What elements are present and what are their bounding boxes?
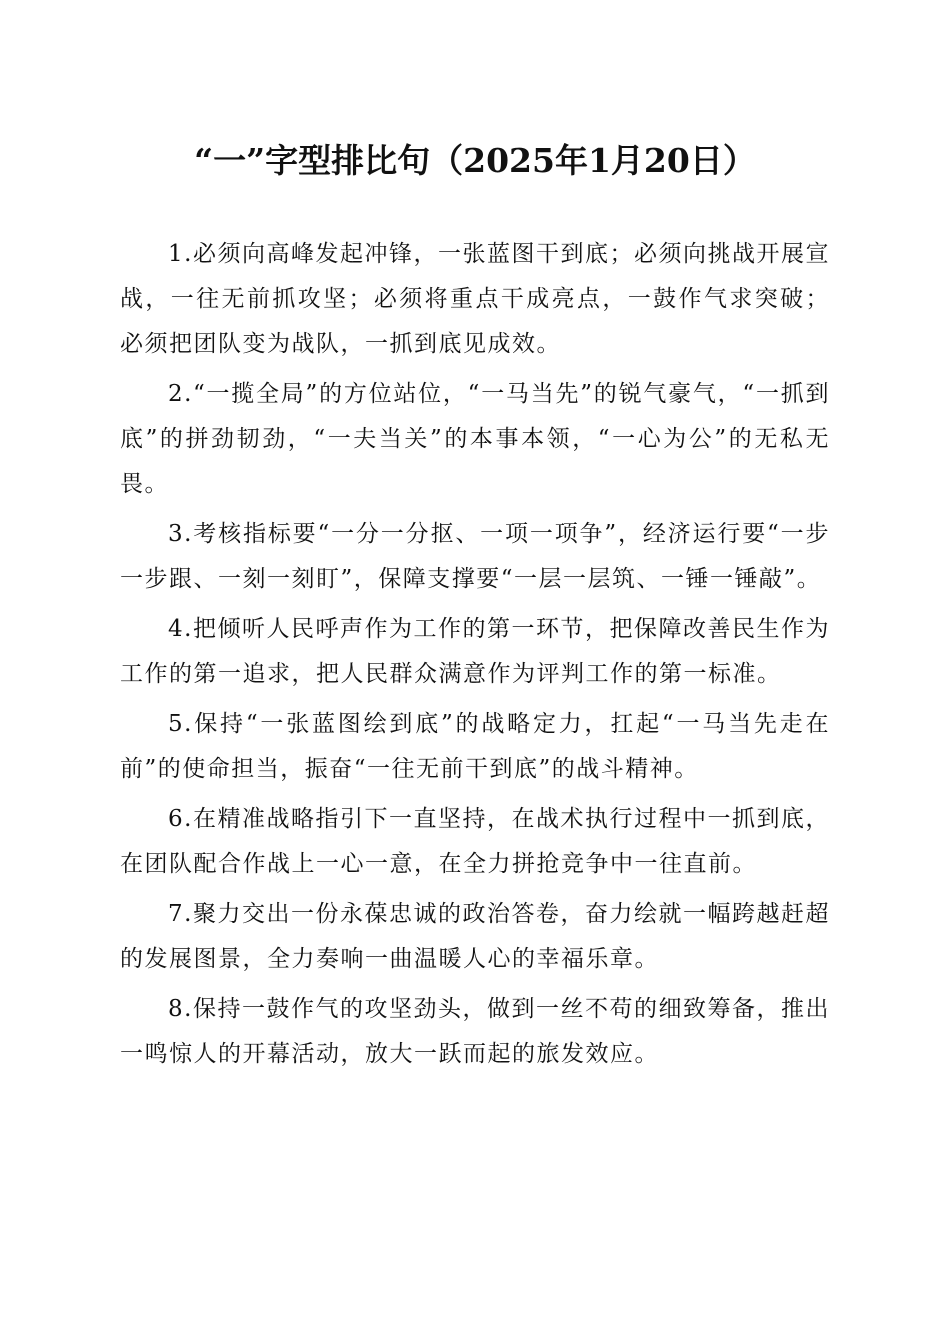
- paragraph-2: 2.“一揽全局”的方位站位，“一马当先”的锐气豪气，“一抓到底”的拼劲韧劲，“一夫当关”的本事本领，“一心为公”的无私无畏。: [120, 381, 830, 497]
- paragraph-7: 7.聚力交出一份永葆忠诚的政治答卷，奋力绘就一幅跨越赶超的发展图景，全力奏响一曲温暖人心的幸福乐章。: [120, 901, 830, 972]
- document-title: “一”字型排比句（2025年1月20日）: [194, 141, 756, 180]
- paragraph-8: 8.保持一鼓作气的攻坚劲头，做到一丝不苟的细致筹备，推出一鸣惊人的开幕活动，放大一跃而起的旅发效应。: [120, 996, 830, 1067]
- paragraph-1: 1.必须向高峰发起冲锋，一张蓝图干到底；必须向挑战开展宣战，一往无前抓攻坚；必须将重点干成亮点，一鼓作气求突破；必须把团队变为战队，一抓到底见成效。: [120, 241, 830, 357]
- paragraph-3: 3.考核指标要“一分一分抠、一项一项争”，经济运行要“一步一步跟、一刻一刻盯”，保障支撑要“一层一层筑、一锤一锤敲”。: [120, 521, 830, 592]
- paragraph-5: 5.保持“一张蓝图绘到底”的战略定力，扛起“一马当先走在前”的使命担当，振奋“一往无前干到底”的战斗精神。: [120, 711, 830, 782]
- paragraph-6: 6.在精准战略指引下一直坚持，在战术执行过程中一抓到底，在团队配合作战上一心一意，在全力拼抢竞争中一往直前。: [120, 806, 830, 877]
- paragraph-4: 4.把倾听人民呼声作为工作的第一环节，把保障改善民生作为工作的第一追求，把人民群众满意作为评判工作的第一标准。: [120, 616, 830, 687]
- document-body: [120, 232, 830, 1082]
